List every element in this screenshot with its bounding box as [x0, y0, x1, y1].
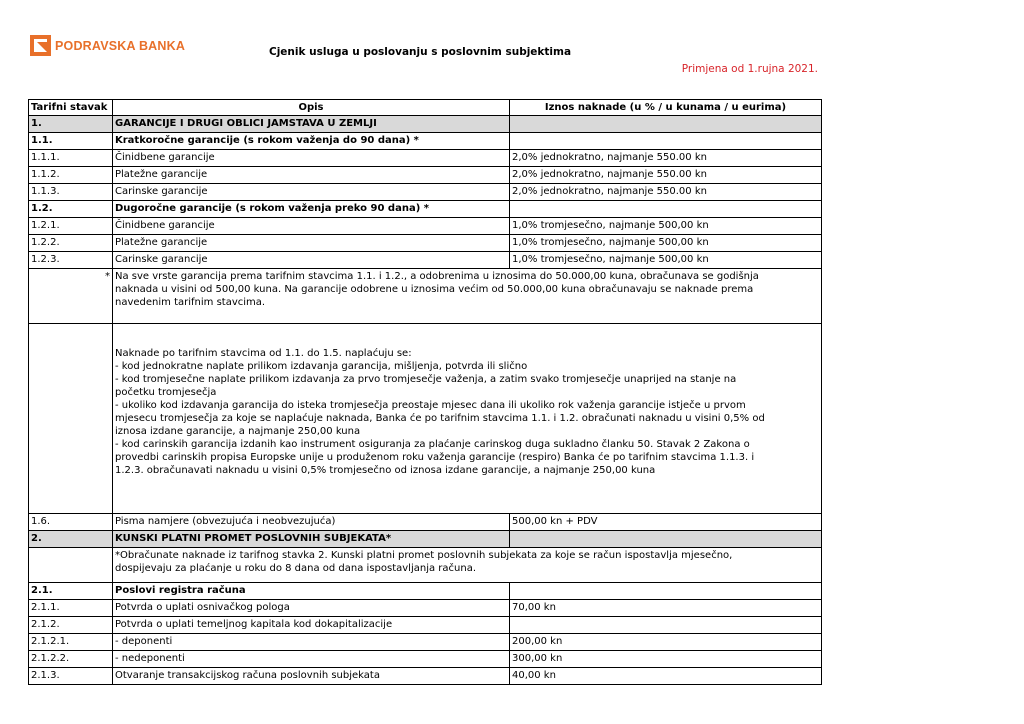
row-iznos: 1,0% tromjesečno, najmanje 500,00 kn [510, 235, 822, 252]
note-line: 1.2.3. obračunavati naknadu u visini 0,5% tromjesečno od iznosa izdane garancije, a najmanje 250,00 kuna [115, 465, 656, 476]
row-opis: Pisma namjere (obvezujuća i neobvezujuća) [113, 514, 510, 531]
row-opis: Dugoročne garancije (s rokom važenja preko 90 dana) * [113, 201, 510, 218]
note-line: početku tromjesečja [115, 387, 217, 398]
table-row-subsection [29, 201, 822, 218]
bank-logo [30, 35, 185, 56]
note-line: Na sve vrste garancija prema tarifnim stavcima 1.1. i 1.2., a odobrenima u iznosima do 50.000,00 kuna, obračunava se godišnja [115, 271, 759, 282]
row-code: 1.2.2. [29, 235, 113, 252]
row-code: 2. [29, 531, 113, 548]
row-opis: Platežne garancije [113, 235, 510, 252]
column-header-code: Tarifni stavak [29, 100, 113, 116]
note-line: - kod tromjesečne naplate prilikom izdavanja za prvo tromjesečje važenja, a zatim svako tromjesečje unaprijed na stanje na [115, 374, 737, 385]
table-row [29, 252, 822, 269]
note-line: iznosa izdane garancije, a najmanje 250,00 kuna [115, 426, 361, 437]
row-opis: - nedeponenti [113, 651, 510, 668]
table-row-section [29, 531, 822, 548]
row-opis: Otvaranje transakcijskog računa poslovnih subjekata [113, 668, 510, 685]
row-code [29, 324, 113, 514]
note-guarantee-fees [113, 269, 822, 324]
note-charging-rules [113, 324, 822, 514]
table-row [29, 235, 822, 252]
row-iznos [510, 201, 822, 218]
effective-date: Primjena od 1.rujna 2021. [681, 63, 818, 75]
row-opis: Platežne garancije [113, 167, 510, 184]
table-row [29, 600, 822, 617]
row-opis: Kratkoročne garancije (s rokom važenja do 90 dana) * [113, 133, 510, 150]
row-code: 1.2.1. [29, 218, 113, 235]
table-row [29, 167, 822, 184]
table-row-note [29, 548, 822, 583]
row-opis: Činidbene garancije [113, 218, 510, 235]
row-iznos: 500,00 kn + PDV [510, 514, 822, 531]
row-iznos [510, 133, 822, 150]
row-iznos [510, 583, 822, 600]
row-iznos [510, 116, 822, 133]
table-row [29, 150, 822, 167]
row-code: 2.1.3. [29, 668, 113, 685]
note-line: *Obračunate naknade iz tarifnog stavka 2. Kunski platni promet poslovnih subjekata za koje se račun ispostavlja mjesečno, [115, 550, 733, 561]
row-code: 1.1.2. [29, 167, 113, 184]
table-row-section [29, 116, 822, 133]
row-code: 1.6. [29, 514, 113, 531]
row-iznos [510, 617, 822, 634]
row-iznos: 2,0% jednokratno, najmanje 550.00 kn [510, 150, 822, 167]
row-code: 2.1.2.2. [29, 651, 113, 668]
row-code: 1.2. [29, 201, 113, 218]
logo-text: PODRAVSKA BANKA [55, 38, 186, 53]
row-code: 1.1.3. [29, 184, 113, 201]
note-line: naknada u visini od 500,00 kuna. Na garancije odobrene u iznosima većim od 50.000,00 kuna obračunavaju se naknade prema [115, 284, 754, 295]
price-table [28, 99, 822, 685]
row-code: 1.2.3. [29, 252, 113, 269]
note-star: * [29, 269, 113, 324]
table-row-note [29, 269, 822, 324]
column-header-iznos: Iznos naknade (u % / u kunama / u eurima) [510, 100, 822, 116]
row-code: 2.1. [29, 583, 113, 600]
table-row-subsection [29, 133, 822, 150]
note-line: provedbi carinskih propisa Europske unije u produženom roku važenja garancije (respiro) Banka će po tarifnim stavcima 1.1.3. i [115, 452, 755, 463]
row-code: 2.1.2. [29, 617, 113, 634]
note-line: dospijevaju za plaćanje u roku do 8 dana od dana ispostavljanja računa. [115, 563, 477, 574]
row-opis: Carinske garancije [113, 184, 510, 201]
table-row [29, 634, 822, 651]
row-opis: Činidbene garancije [113, 150, 510, 167]
row-code: 1. [29, 116, 113, 133]
column-header-opis: Opis [113, 100, 510, 116]
row-opis: Potvrda o uplati temeljnog kapitala kod dokapitalizacije [113, 617, 510, 634]
row-iznos: 1,0% tromjesečno, najmanje 500,00 kn [510, 218, 822, 235]
row-opis: Potvrda o uplati osnivačkog pologa [113, 600, 510, 617]
row-code [29, 548, 113, 583]
table-row [29, 668, 822, 685]
row-iznos: 2,0% jednokratno, najmanje 550.00 kn [510, 184, 822, 201]
row-opis: - deponenti [113, 634, 510, 651]
podravska-banka-logo-icon [30, 35, 51, 56]
document-title: Cjenik usluga u poslovanju s poslovnim subjektima [269, 46, 572, 58]
table-row [29, 651, 822, 668]
note-line: Naknade po tarifnim stavcima od 1.1. do 1.5. naplaćuju se: [115, 348, 412, 359]
note-line: mjesecu tromjesečja za koje se naplaćuje naknada, Banka će po tarifnim stavcima 1.1. i 1.2. obračunati naknadu u visini 0,5% od [115, 413, 765, 424]
table-row [29, 514, 822, 531]
row-opis: Poslovi registra računa [113, 583, 510, 600]
row-iznos [510, 531, 822, 548]
note-line: navedenim tarifnim stavcima. [115, 297, 266, 308]
table-row [29, 617, 822, 634]
row-iznos: 40,00 kn [510, 668, 822, 685]
row-code: 1.1. [29, 133, 113, 150]
row-iznos: 70,00 kn [510, 600, 822, 617]
row-opis: Carinske garancije [113, 252, 510, 269]
row-iznos: 200,00 kn [510, 634, 822, 651]
table-row-note [29, 324, 822, 514]
note-line: - ukoliko kod izdavanja garancija do isteka tromjesečja preostaje mjesec dana ili ukoliko rok važenja garancije istječe u prvom [115, 400, 746, 411]
table-row [29, 184, 822, 201]
row-opis: GARANCIJE I DRUGI OBLICI JAMSTAVA U ZEMLJI [113, 116, 510, 133]
table-row-subsection [29, 583, 822, 600]
table-header-row [29, 100, 822, 116]
row-iznos: 300,00 kn [510, 651, 822, 668]
row-iznos: 2,0% jednokratno, najmanje 550.00 kn [510, 167, 822, 184]
row-iznos: 1,0% tromjesečno, najmanje 500,00 kn [510, 252, 822, 269]
note-line: - kod carinskih garancija izdanih kao instrument osiguranja za plaćanje carinskog duga sukladno članku 50. Stavak 2 Zakona o [115, 439, 750, 450]
row-code: 1.1.1. [29, 150, 113, 167]
note-line: - kod jednokratne naplate prilikom izdavanja garancija, mišljenja, potvrda ili slično [115, 361, 528, 372]
row-code: 2.1.2.1. [29, 634, 113, 651]
row-opis: KUNSKI PLATNI PROMET POSLOVNIH SUBJEKATA* [113, 531, 510, 548]
row-code: 2.1.1. [29, 600, 113, 617]
table-row [29, 218, 822, 235]
note-payment-terms [113, 548, 822, 583]
